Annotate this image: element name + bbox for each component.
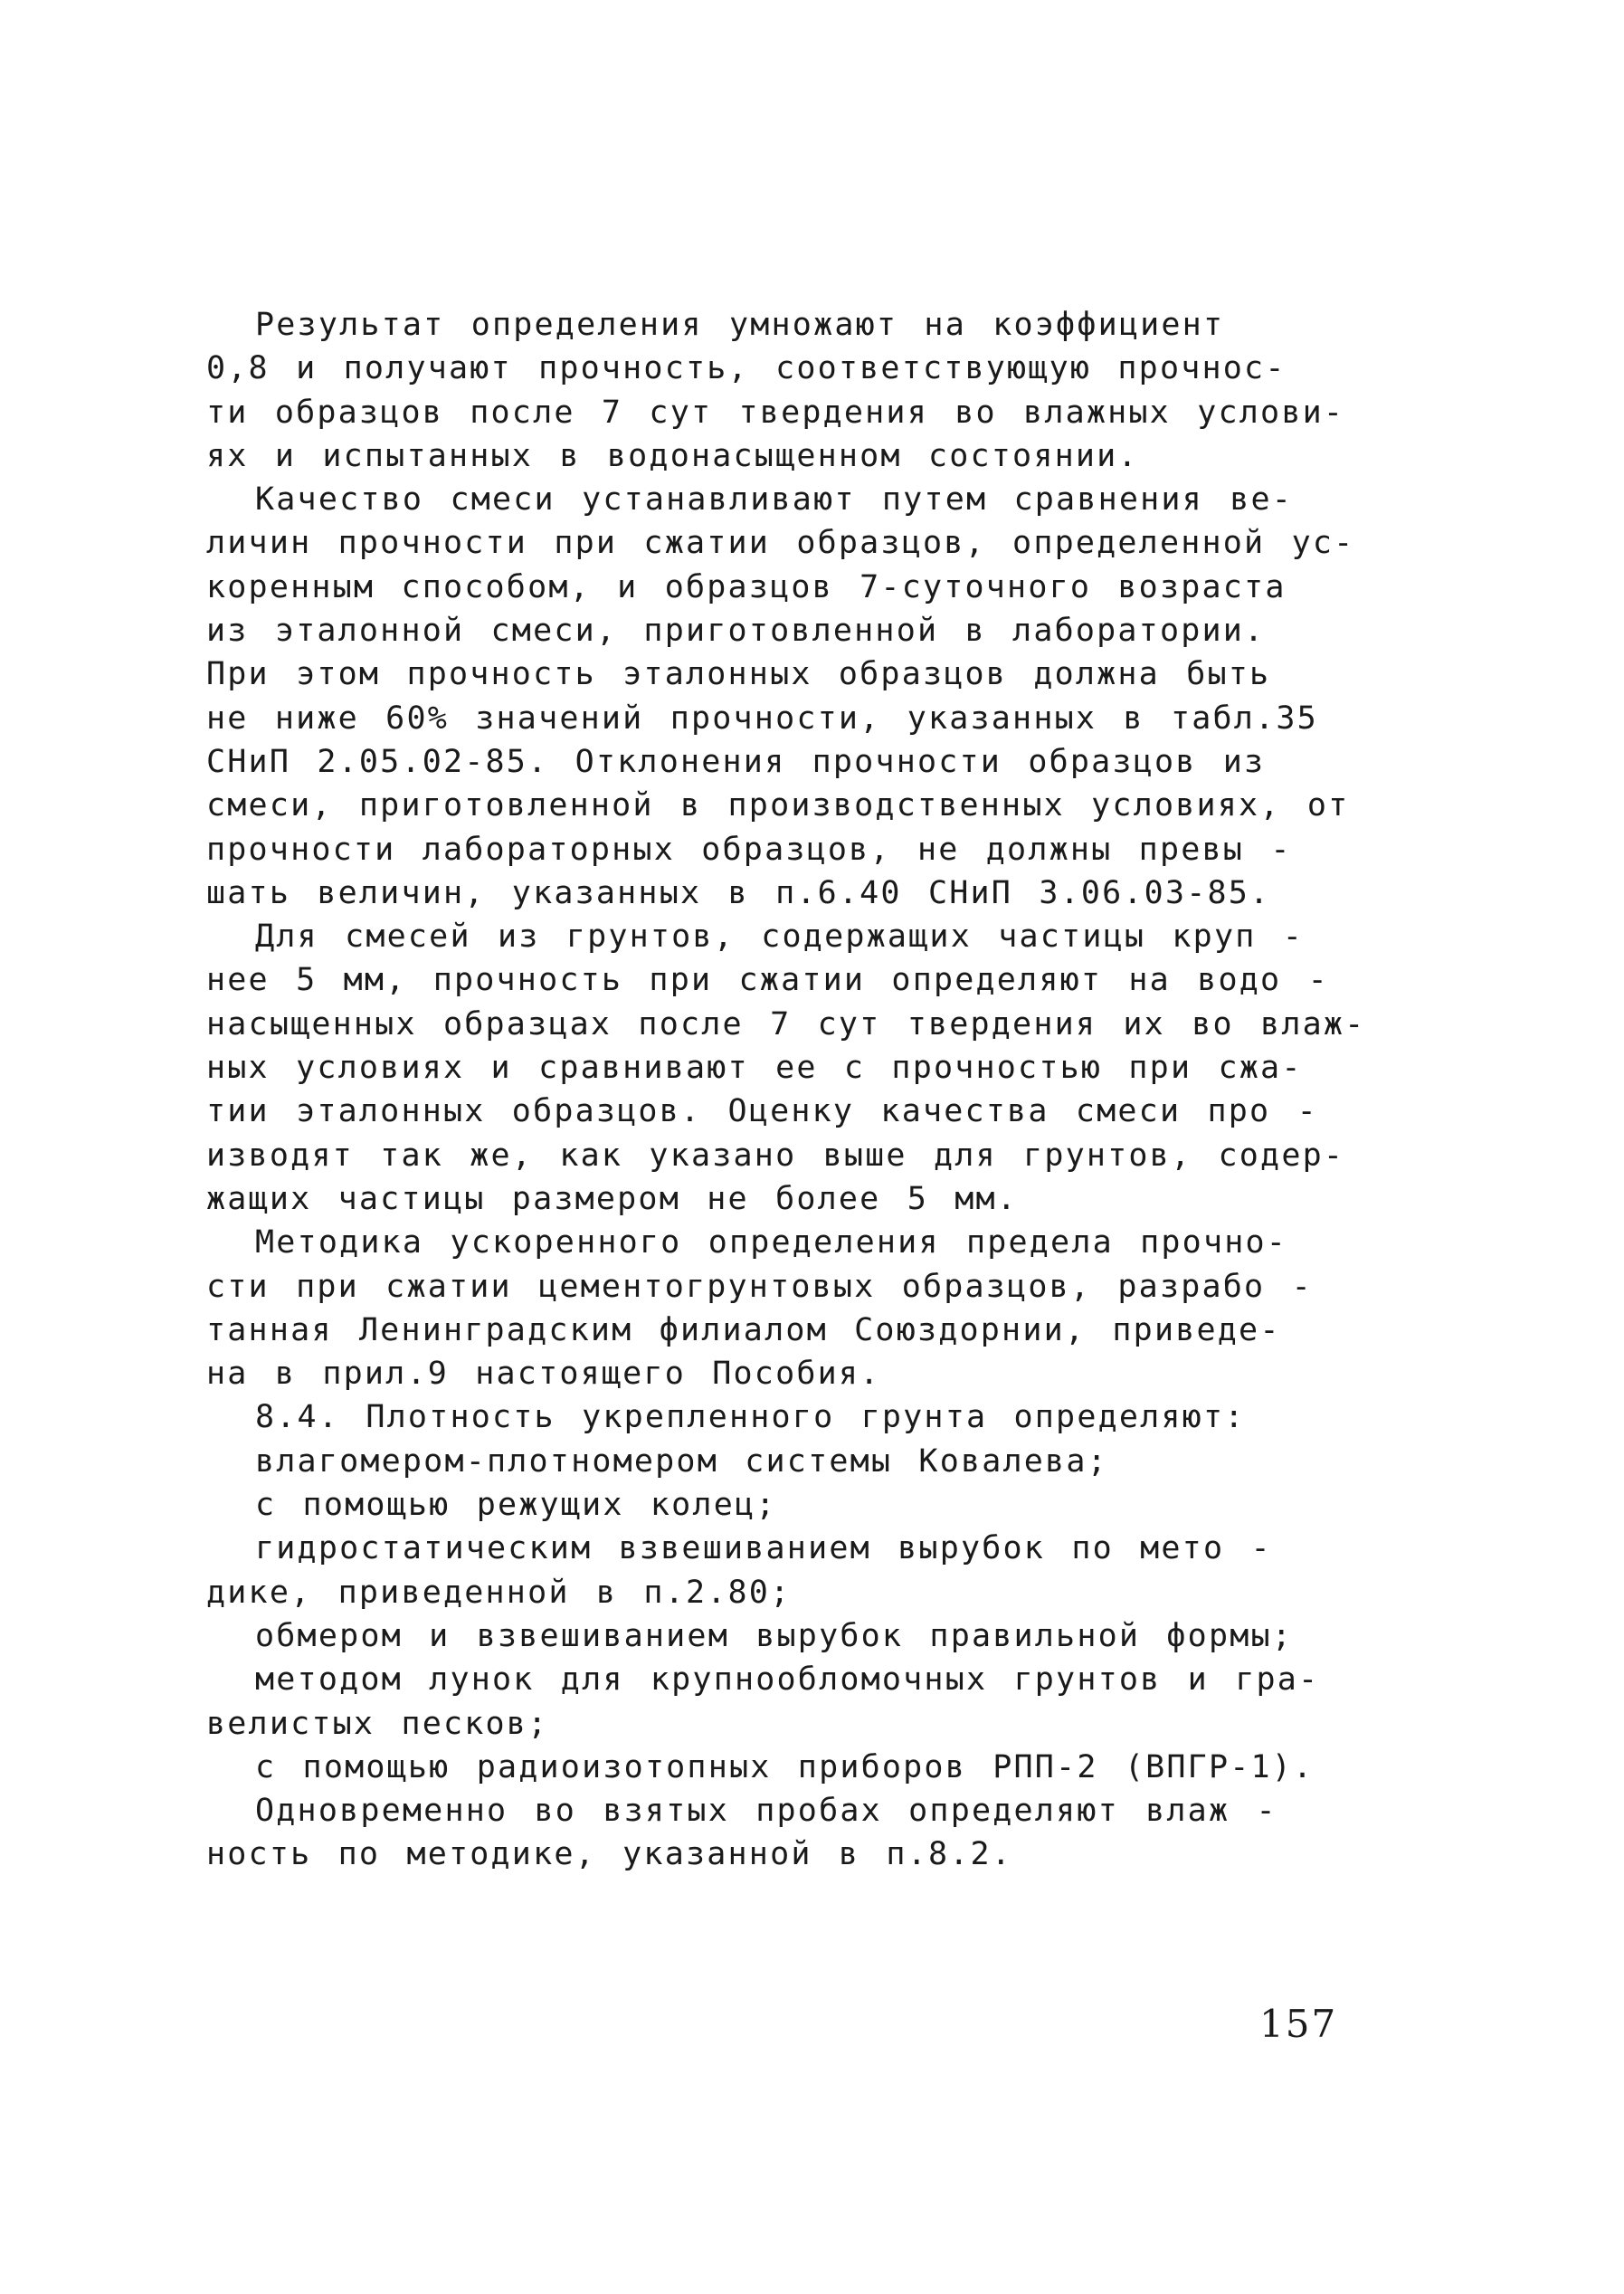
text-line: не ниже 60% значений прочности, указанных в табл.35 [206, 700, 1318, 737]
text-line: с помощью радиоизотопных приборов РПП-2 (ВПГР-1). [255, 1748, 1315, 1785]
text-line: личин прочности при сжатии образцов, определенной ус- [206, 525, 1355, 562]
text-line: обмером и взвешиванием вырубок правильной формы; [255, 1617, 1294, 1654]
text-line: Результат определения умножают на коэффициент [255, 307, 1225, 343]
text-line: СНиП 2.05.02-85. Отклонения прочности образцов из [206, 743, 1266, 780]
text-line: Для смесей из грунтов, содержащих частицы круп - [255, 919, 1305, 956]
text-line: Качество смеси устанавливают путем сравнения ве- [255, 481, 1294, 519]
text-line: изводят так же, как указано выше для грунтов, содер- [206, 1137, 1345, 1174]
text-line: из эталонной смеси, приготовленной в лаборатории. [206, 613, 1266, 650]
text-line: велистых песков; [206, 1705, 549, 1742]
text-line: ность по методике, указанной в п.8.2. [206, 1836, 1013, 1873]
text-line: жащих частицы размером не более 5 мм. [206, 1180, 1019, 1217]
text-line: гидростатическим взвешиванием вырубок по мето - [255, 1530, 1272, 1567]
text-line: методом лунок для крупнообломочных грунтов и гра- [255, 1661, 1320, 1699]
text-line: коренным способом, и образцов 7-суточного возраста [206, 568, 1287, 605]
text-line: прочности лабораторных образцов, не должны превы - [206, 831, 1292, 868]
text-line: Одновременно во взятых пробах определяют влаж - [255, 1793, 1277, 1830]
text-line: насыщенных образцах после 7 сут твердения их во влаж- [206, 1005, 1366, 1042]
text-line: влагомером-плотномером системы Ковалева; [255, 1442, 1108, 1480]
text-line: Методика ускоренного определения предела прочно- [255, 1224, 1288, 1261]
text-line: на в прил.9 настоящего Пособия. [206, 1356, 881, 1393]
text-line: дике, приведенной в п.2.80; [206, 1574, 792, 1611]
text-line: с помощью режущих колец; [255, 1487, 777, 1524]
text-line: При этом прочность эталонных образцов должна быть [206, 656, 1271, 693]
text-line: тии эталонных образцов. Оценку качества смеси про - [206, 1093, 1318, 1130]
text-line: 0,8 и получают прочность, соответствующую прочнос- [206, 350, 1287, 387]
text-line: ти образцов после 7 сут твердения во влажных услови- [206, 394, 1345, 431]
text-line: нее 5 мм, прочность при сжатии определяют на водо - [206, 962, 1329, 999]
text-line: ях и испытанных в водонасыщенном состоянии. [206, 437, 1139, 474]
text-line: ных условиях и сравнивают ее с прочностью при сжа- [206, 1050, 1303, 1087]
text-line: сти при сжатии цементогрунтовых образцов, разрабо - [206, 1268, 1313, 1305]
page-number: 157 [1259, 2002, 1338, 2046]
text-line: 8.4. Плотность укрепленного грунта определяют: [255, 1399, 1246, 1436]
body-text [206, 303, 1391, 1877]
text-line: смеси, приготовленной в производственных условиях, от [206, 787, 1350, 824]
text-line: танная Ленинградским филиалом Союздорнии, приведе- [206, 1311, 1281, 1348]
text-line: шать величин, указанных в п.6.40 СНиП 3.06.03-85. [206, 874, 1271, 911]
